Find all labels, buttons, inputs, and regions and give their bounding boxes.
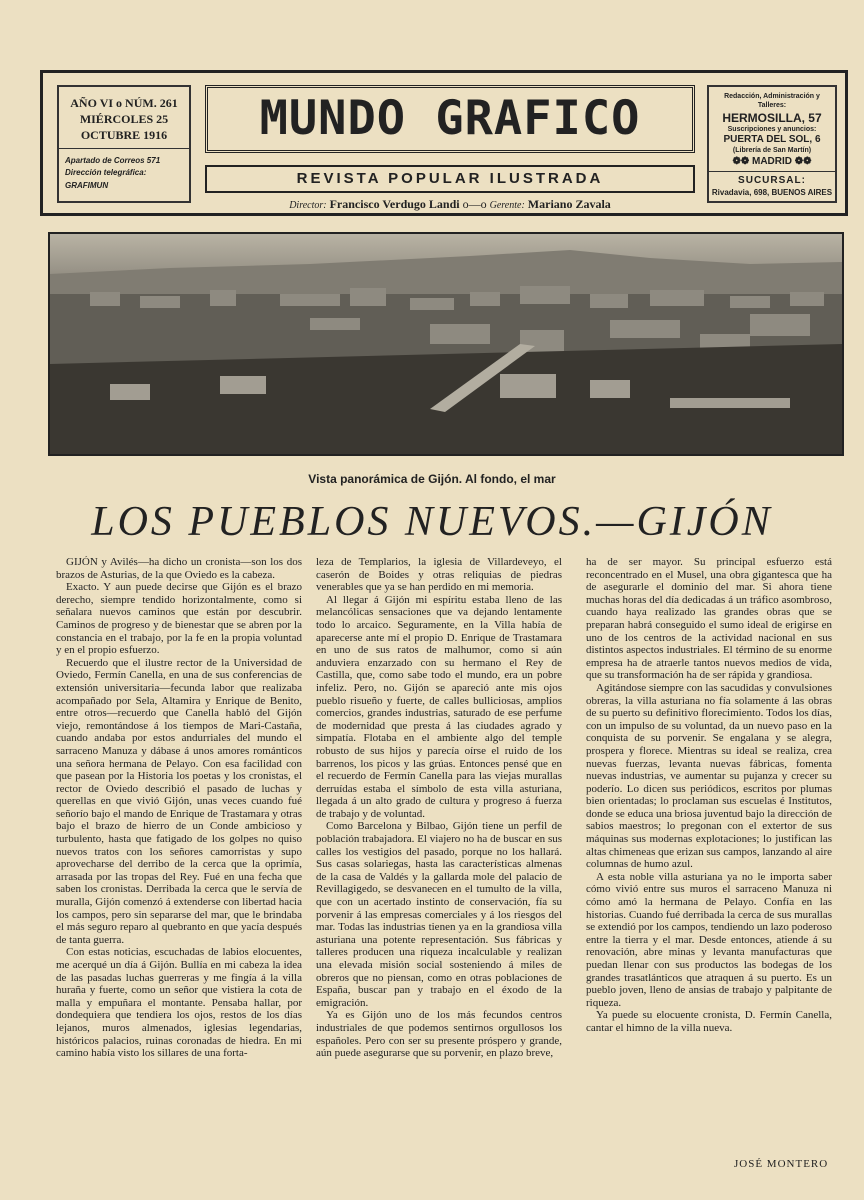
paragraph: Agitándose siempre con las sacudidas y convulsiones obreras, la villa asturiana no fía solamente á las obras de su puerto su definitivo florecimiento. Todos los días, con un impulso de su voluntad, da un nuevo paso en la conquista de su porvenir. Se engalana y se alegra, prospera y florece. Mientras su ideal se realiza, crea nuevas fuerzas, levanta nuevas fábricas, fomenta nuevas industrias, ve aumentar su pujanza y crecer su poderío. Lo dicen sus periódicos, escritos por plumas bien orientadas; lo proclaman sus escuelas é Institutos, donde se educa una briosa juventud bajo la dirección de sabios maestros; lo pregonan con el extertor de sus máquinas sus modernas explotaciones; lo justifican las altas chimeneas que erizan sus campos, lanzando al aire columnas de humo azul.	[586, 681, 832, 871]
issue-number: AÑO VI o NÚM. 261	[70, 96, 178, 110]
paragraph: A esta noble villa asturiana ya no le importa saber cómo vivió entre sus muros el sarraceno Manuza ni cómo amó la hermana de Pelayo. Confía en las historias. Cuando fué derribada la cerca de sus murallas se extendió por los campos, tendiendo un lazo poderoso entre la tierra y el mar. Desde entonces, atiende á su renovación, abre minas y levanta manufacturas que puedan llenar con sus productos las bodegas de los grandes trasatlánticos que atraquen á su puerto. Es un pueblo joven, lleno de ansias de trabajo y palpitante de riqueza.	[586, 870, 832, 1009]
paragraph: Ya es Gijón uno de los más fecundos centros industriales de que podemos sentirnos orgullosos los españoles. Pero con ser su presente próspero y grande, aún puede asegurarse que su porvenir, en plazo breve,	[316, 1009, 562, 1060]
author-signature: JOSÉ MONTERO	[734, 1158, 829, 1170]
masthead	[40, 70, 848, 216]
sucursal-address: Rivadavia, 698, BUENOS AIRES	[711, 187, 833, 197]
direccion-telegrafica: Dirección telegráfica: GRAFIMUN	[65, 168, 147, 191]
paragraph: Como Barcelona y Bilbao, Gijón tiene un perfil de población trabajadora. El viajero no ha de buscar en sus calles los vestigios del pasado, porque no los hallará. Sus casas solariegas, hasta las características almenas de la casa de Valdés y la gallarda mole del palacio de Revillagigedo, se desvanecen en el tumulto de la villa, que con un acertado instinto de conservación, fía su porvenir á las empresas comerciales y á los riesgos del mar. Todas las industrias tienen ya en la grandiosa villa asturiana una potente representación. Sus fábricas y talleres producen una riqueza incalculable y realizan una elevada misión social sosteniendo á miles de obreros que no piensan, como en otras poblaciones de España, buscar pan y trabajo en el éxodo de la emigración.	[316, 820, 562, 1009]
city-name: MADRID	[752, 155, 792, 167]
sucursal-label: SUCURSAL:	[738, 175, 806, 186]
redaccion-address: HERMOSILLA, 57	[722, 110, 822, 125]
article-column-2	[316, 556, 562, 1176]
director-name: Francisco Verdugo Landi	[329, 197, 460, 211]
staff-line	[203, 197, 697, 212]
paragraph: Ya puede su elocuente cronista, D. Fermín Canella, cantar el himno de la villa nueva.	[586, 1009, 832, 1034]
paragraph: leza de Templarios, la iglesia de Villardeveyo, el caserón de Boides y otras reliquias de piedras venerables que ya se han perdido en mi memoria.	[316, 556, 562, 594]
divider	[709, 171, 835, 172]
article-column-1	[56, 556, 302, 1176]
staff-separator: o—o	[462, 197, 487, 211]
article-headline: LOS PUEBLOS NUEVOS.—GIJÓN	[91, 499, 773, 545]
gerente-label: Gerente:	[489, 200, 525, 211]
issue-info-box	[57, 85, 191, 203]
paragraph: Con estas noticias, escuchadas de labios elocuentes, me acerqué un día á Gijón. Bullía en mi cabeza la idea de las pasadas luchas guerreras y me fingía á la villa huraña y fuerte, como un señor que vistiera la cota de malla y empuñara el montante. Pensaba hallar, por dondequiera que tendiera los ojos, restos de los días lejanos, muros almenados, iglesias legendarias, históricos palacios, ruinas coronadas de hiedra. En mi camino había visto los sillares de una forta-	[56, 946, 302, 1060]
paragraph: Exacto. Y aun puede decirse que Gijón es el brazo derecho, siempre tendido horizontalmente, como si señalara nuevos caminos que están por descubrir. Caminos de progreso y de bienestar que se abren por la constancia en el trabajo, por la fe en la propia voluntad y en el propio esfuerzo.	[56, 581, 302, 657]
libreria-note: (Librería de San Martín)	[732, 146, 812, 154]
article-column-3	[586, 556, 832, 1176]
gerente-name: Mariano Zavala	[527, 197, 611, 211]
divider	[59, 148, 189, 149]
city: ❁❁ MADRID ❁❁	[732, 155, 812, 167]
panorama-illustration	[50, 234, 842, 454]
redaccion-label: Redacción, Administración y Talleres:	[724, 93, 820, 109]
suscripciones-address: PUERTA DEL SOL, 6	[723, 134, 821, 146]
paragraph: Recuerdo que el ilustre rector de la Universidad de Oviedo, Fermín Canella, en una de sus conferencias de extensión universitaria—fecunda labor que realizaba acompañado por Sela, Altamira y Enrique de Benito, entre otros—recuerdo que Canella habló del Gijón viejo, remontándose á los tiempos de Mari-Castaña, cuando andaba por estos andurriales del mundo el sarraceno Manuza y dábase á unos amores románticos una señora hermana de Pelayo. Con esa facilidad con que pasean por la Historia los poetas y los cronistas, el rector de Oviedo describió el pasado de luchas y querellas en que vivió Gijón, unas veces cuando fué señorío bajo el mando de Enrique de Trastamara y otras bajo el brazo de hierro de un Conde ambicioso y turbulento, hasta que fatigado de los golpes no quiso nuevos tratos con los señores camorristas y supo aprovecharse del derribo de la cerca que la oprimía, arrasada por las tropas del Rey. Fué en una fecha que saben los cronistas. Derribada la cerca que le servía de muralla, Gijón comenzó á extenderse con libertad hacia los campos, pero sin separarse del mar, que le brindaba el más seguro reparo al quebranto en que yacía después de tanta guerra.	[56, 656, 302, 946]
apartado-correos: Apartado de Correos 571	[65, 155, 161, 165]
paragraph: ha de ser mayor. Su principal esfuerzo está reconcentrado en el Musel, una obra gigantesca que ha de asegurarle el dominio del mar. Si ahora tiene muchas horas del día dedicadas á un tráfico asombroso, cuando haya realizado las grandes obras que se preparan habrá conseguido el sumo ideal de erigirse en uno de los centros de la actividad nacional en sus distintos aspectos industriales. El término de su enorme empresa ha de atraerle tantos nuevos medios de vida, que su transformación ha de ser rápida y grandiosa.	[586, 556, 832, 682]
issue-date-day: MIÉRCOLES 25	[79, 112, 169, 127]
paragraph: GIJÓN y Avilés—ha dicho un cronista—son los dos brazos de Asturias, de la que Oviedo es la cabeza.	[56, 556, 302, 581]
paragraph: Al llegar á Gijón mi espíritu estaba lleno de las melancólicas sensaciones que va dejando lentamente todo lo arcaico. Seguramente, en la Villa había de aparecerse ante mí el propio D. Enrique de Trastamara en uno de sus ratos de malhumor, como si aún anduviera enzarzado con su hermano el Rey de Castilla, que, como sabe todo el mundo, era un pobre infeliz. Pero, no. Gijón se apareció ante mis ojos pueblo risueño y fuerte, de calles bulliciosas, amplios comercios, grandes industrias, saturado de ese perfume de modernidad que presta á las ciudades agrado y simpatía. Flotaba en el ambiente algo del temple robusto de sus hijos y parecía oírse el ruido de los barrenos, los picos y las grúas. Entonces pensé que en el recuerdo de Fermín Canella para las viejas murallas derruídas estaba el símbolo de esta villa asturiana, llegada á un alto grado de cultura y progreso á fuerza de trabajo y de voluntad.	[316, 593, 562, 820]
gijon-panorama-photo	[48, 232, 844, 456]
suscripciones-label: Suscripciones y anuncios:	[727, 125, 817, 133]
address-box	[707, 85, 837, 203]
issue-date-month: OCTUBRE 1916	[80, 128, 168, 143]
director-label: Director:	[289, 200, 327, 211]
photo-caption: Vista panorámica de Gijón. Al fondo, el mar	[308, 472, 556, 486]
publication-subtitle: REVISTA POPULAR ILUSTRADA	[205, 165, 695, 193]
publication-title: MUNDO GRAFICO	[205, 85, 695, 153]
